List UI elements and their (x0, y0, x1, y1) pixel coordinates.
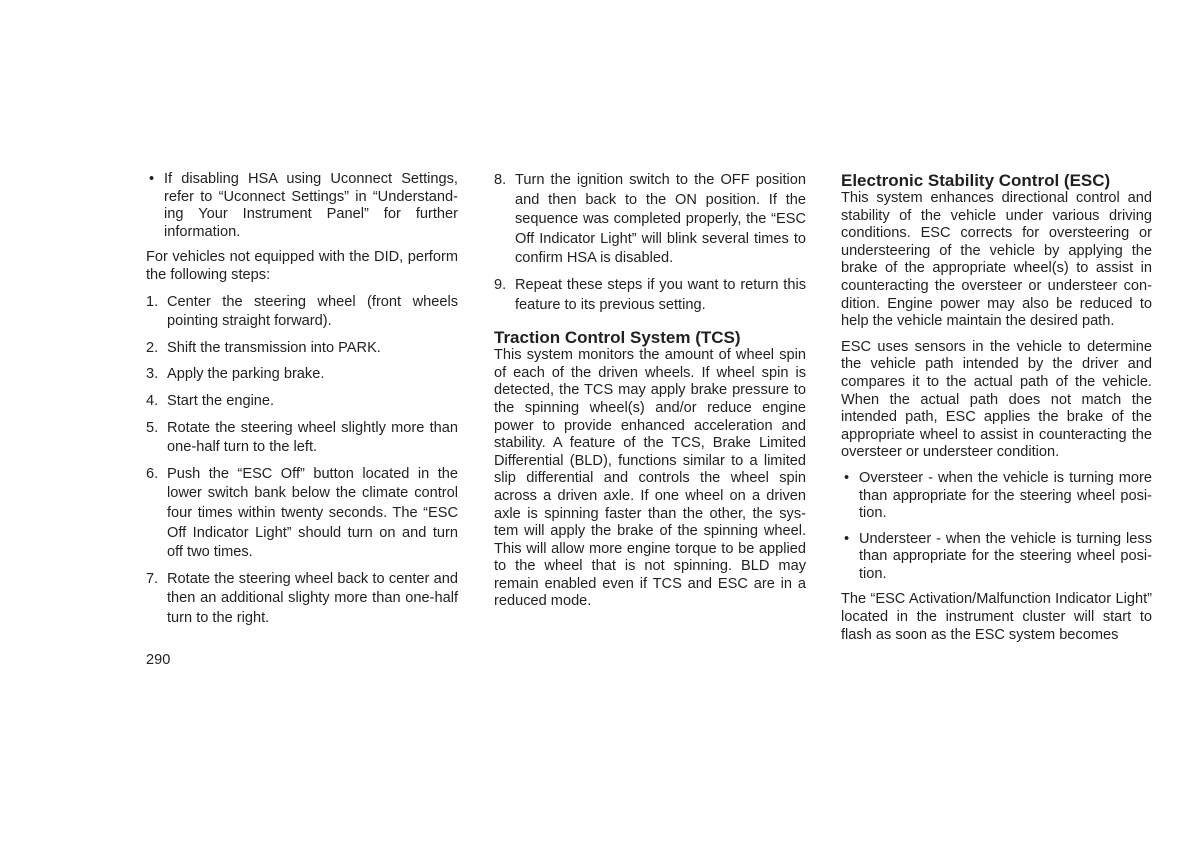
step-8 (494, 171, 806, 269)
step-number: 7. (146, 570, 159, 587)
bullet-icon: • (844, 530, 850, 547)
tcs-heading: Traction Control System (TCS) (494, 328, 741, 348)
column-left (146, 171, 458, 628)
page-number: 290 (146, 652, 171, 668)
esc-paragraph-3: The “ESC Activation/Malfunction Indicator Light” located in the instrument cluster will start to flash as soon as the ESC system becomes (841, 591, 1152, 643)
intro-paragraph: For vehicles not equipped with the DID, perform the following steps: (146, 249, 458, 283)
step-text: Shift the transmission into PARK. (167, 339, 381, 356)
step-3 (146, 365, 458, 385)
step-number: 1. (146, 293, 159, 310)
bullet-oversteer (841, 470, 1152, 523)
bullet-text: If disabling HSA using Uconnect Settings, refer to “Uconnect Settings” in “Understand-ing Your Instrument Panel” for further information. (164, 171, 458, 240)
step-number: 9. (494, 276, 507, 293)
step-9 (494, 276, 806, 315)
step-1 (146, 293, 458, 332)
step-5 (146, 419, 458, 458)
step-number: 4. (146, 392, 159, 409)
step-text: Turn the ignition switch to the OFF position and then back to the ON position. If the sequence was completed properly, the “ESC Off Indicator Light” will blink several times to confirm HSA is disabled. (515, 172, 806, 267)
tcs-paragraph: This system monitors the amount of wheel spin of each of the driven wheels. If wheel spin is detected, the TCS may apply brake pressure to the spinning wheel(s) and/or reduce engine power to provide enhanced acceleration and stability. A feature of the TCS, Brake Limited Differential (BLD), functions similar to a limited slip differential and controls the wheel spin across a driven axle. If one wheel on a driven axle is spinning faster than the other, the sys-tem will apply the brake of the spinning wheel. This will allow more engine torque to be applied to the wheel that is not spinning. BLD may remain enabled even if TCS and ESC are in a reduced mode. (494, 347, 806, 610)
bullet-understeer (841, 531, 1152, 584)
column-right (841, 171, 1152, 644)
step-text: Push the “ESC Off” button located in the lower switch bank below the climate control four times within twenty seconds. The “ESC Off Indicator Light” should turn on and turn off two times. (167, 465, 458, 561)
step-number: 6. (146, 465, 159, 482)
bullet-icon: • (844, 469, 850, 486)
step-2 (146, 339, 458, 359)
step-number: 3. (146, 366, 159, 383)
step-text: Start the engine. (167, 392, 275, 409)
step-number: 2. (146, 339, 159, 356)
step-text: Center the steering wheel (front wheels pointing straight forward). (167, 293, 458, 330)
step-text: Rotate the steering wheel slightly more than one-half turn to the left. (167, 419, 458, 456)
step-7 (146, 570, 458, 629)
esc-heading: Electronic Stability Control (ESC) (841, 171, 1111, 190)
esc-paragraph-1: This system enhances directional control and stability of the vehicle under various driving conditions. ESC corrects for oversteering or understeering of the vehicle by applying the brake of the appropriate wheel(s) to assist in counteracting the oversteer or understeer con-dition. Engine power may also be reduced to help the vehicle maintain the desired path. (841, 190, 1152, 330)
step-number: 5. (146, 419, 159, 436)
bullet-icon: • (149, 171, 155, 187)
bullet-text: Oversteer - when the vehicle is turning more than appropriate for the steering wheel posi-tion. (859, 469, 1152, 522)
step-6 (146, 465, 458, 563)
bullet-hsa-settings (146, 171, 458, 241)
step-4 (146, 392, 458, 412)
bullet-text: Understeer - when the vehicle is turning less than appropriate for the steering wheel posi-tion. (859, 530, 1152, 582)
step-text: Repeat these steps if you want to return this feature to its previous setting. (515, 276, 806, 313)
column-middle (494, 171, 806, 611)
step-text: Rotate the steering wheel back to center and then an additional slighty more than one-half turn to the right. (167, 570, 458, 626)
step-text: Apply the parking brake. (167, 366, 325, 383)
esc-paragraph-2: ESC uses sensors in the vehicle to determine the vehicle path intended by the driver and compares it to the actual path of the vehicle. When the actual path does not match the intended path, ESC applies the brake of the appropriate wheel to assist in counteracting the oversteer or understeer condition. (841, 338, 1152, 461)
step-number: 8. (494, 172, 507, 188)
